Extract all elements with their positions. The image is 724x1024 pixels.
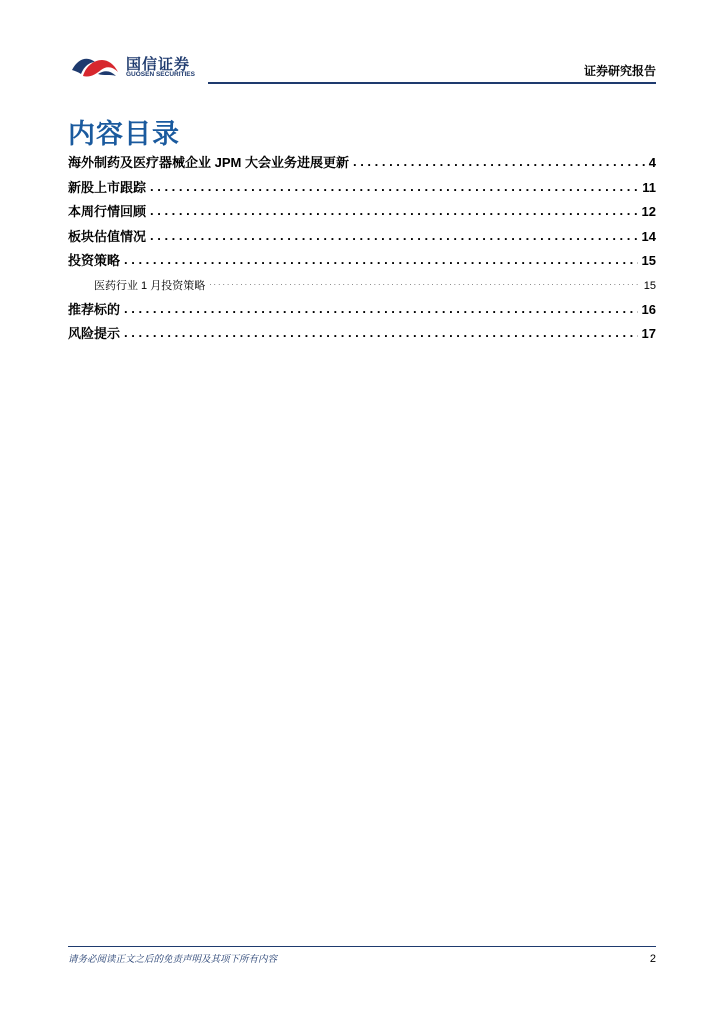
guosen-logo	[68, 50, 208, 84]
table-of-contents	[68, 152, 656, 348]
toc-leader-dots	[124, 301, 638, 314]
toc-entry-page: 15	[643, 279, 656, 292]
toc-entry[interactable]	[68, 299, 656, 324]
brand-name-en: GUOSEN SECURITIES	[126, 71, 195, 78]
toc-entry[interactable]	[68, 250, 656, 275]
guosen-logo-icon	[68, 52, 124, 82]
toc-entry-page: 11	[642, 179, 656, 195]
footer-disclaimer: 请务必阅读正文之后的免责声明及其项下所有内容	[68, 954, 278, 965]
toc-entry-page: 15	[641, 253, 656, 268]
toc-entry-page: 4	[648, 155, 656, 170]
toc-leader-dots	[150, 203, 638, 216]
toc-leader-dots	[124, 252, 638, 265]
toc-entry[interactable]	[68, 201, 656, 226]
toc-entry-page: 17	[641, 326, 656, 341]
page-number: 2	[649, 953, 656, 965]
toc-entry-text: 海外制药及医疗器械企业 JPM 大会业务进展更新	[68, 155, 349, 170]
toc-entry[interactable]	[68, 226, 656, 251]
toc-entry-text: 医药行业 1 月投资策略	[94, 279, 206, 292]
toc-leader-dots	[150, 228, 638, 241]
toc-leader-dots	[124, 325, 638, 338]
toc-entry-text: 风险提示	[68, 326, 121, 341]
toc-entry-page: 14	[641, 228, 656, 244]
report-type-label: 证券研究报告	[583, 64, 656, 78]
toc-leader-dots	[209, 278, 640, 289]
toc-subentry[interactable]	[68, 275, 656, 299]
toc-title: 内容目录	[68, 119, 180, 149]
footer-divider	[68, 946, 656, 947]
toc-entry-page: 12	[641, 204, 656, 219]
page-header	[68, 50, 656, 84]
toc-entry-page: 16	[641, 301, 656, 317]
toc-leader-dots	[150, 179, 638, 192]
toc-entry-text: 新股上市跟踪	[68, 179, 147, 195]
toc-leader-dots	[353, 154, 645, 167]
toc-entry-text: 推荐标的	[68, 301, 121, 317]
toc-entry-text: 投资策略	[68, 253, 121, 268]
toc-entry[interactable]	[68, 323, 656, 348]
toc-entry-text: 本周行情回顾	[68, 204, 147, 219]
toc-entry-text: 板块估值情况	[68, 228, 147, 244]
brand-name-cn: 国信证券	[126, 56, 191, 73]
toc-entry[interactable]	[68, 177, 656, 202]
toc-entry[interactable]	[68, 152, 656, 177]
header-divider	[208, 82, 656, 84]
